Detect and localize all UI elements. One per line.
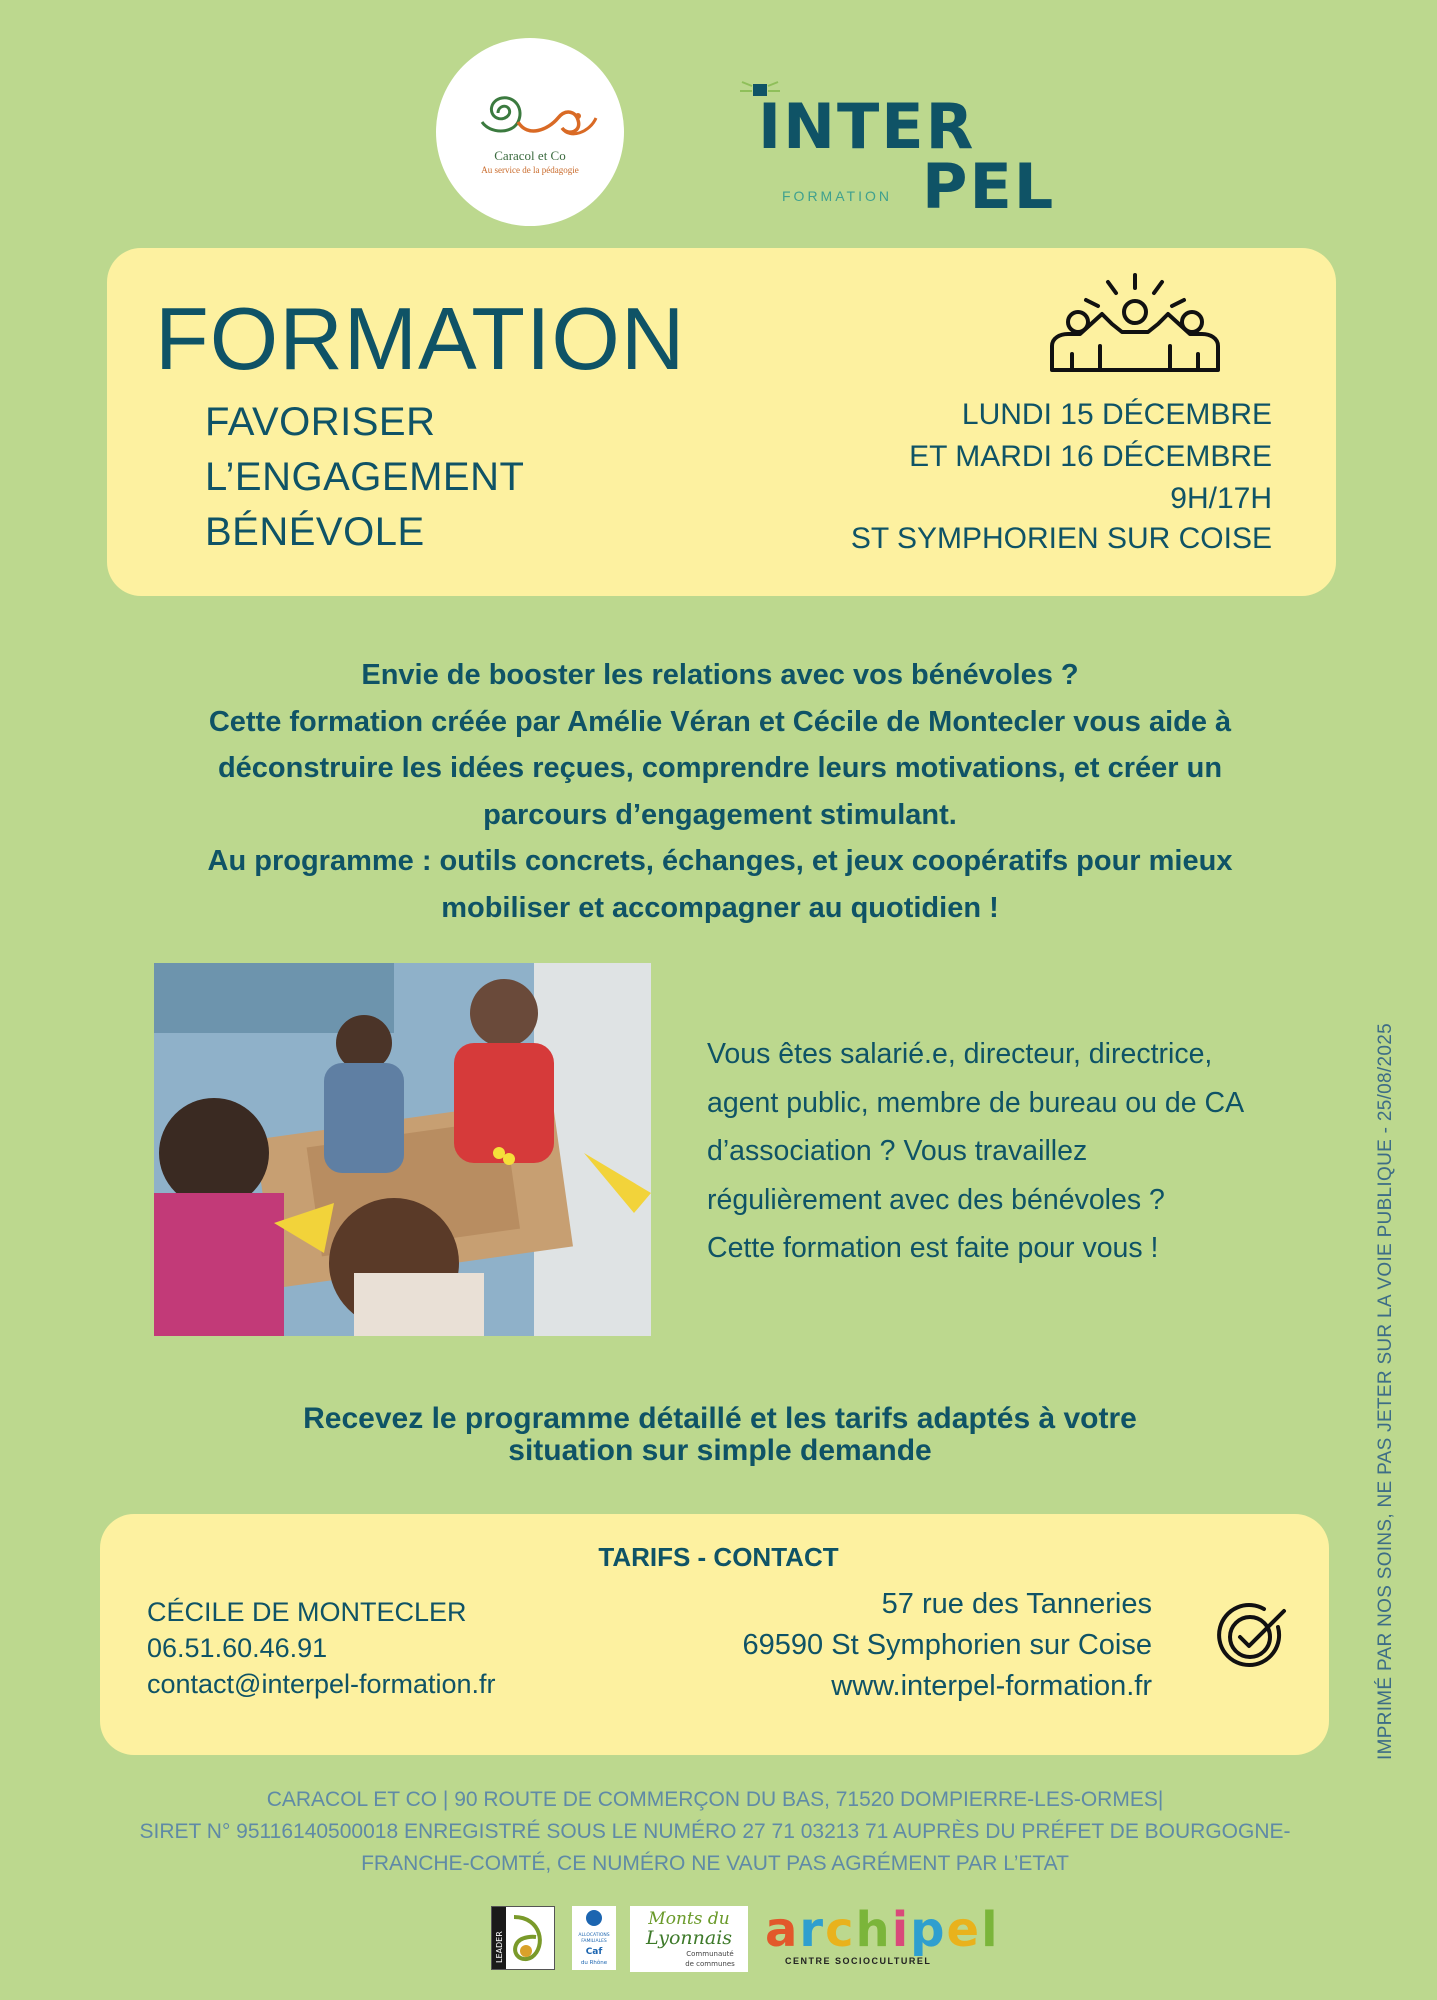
session-location: ST SYMPHORIEN SUR COISE bbox=[850, 522, 1272, 555]
audience-line: Cette formation est faite pour vous ! bbox=[707, 1232, 1159, 1264]
intro-line: mobiliser et accompagner au quotidien ! bbox=[441, 891, 999, 924]
check-badge-icon bbox=[1212, 1597, 1290, 1675]
contact-name: CÉCILE DE MONTECLER bbox=[147, 1597, 467, 1627]
monts-logo-text: de communes bbox=[685, 1960, 735, 1968]
legal-line: CARACOL ET CO | 90 ROUTE DE COMMERÇON DU BAS, 71520 DOMPIERRE-LES-ORMES| bbox=[266, 1788, 1164, 1811]
interpel-formation-label: FORMATION bbox=[782, 188, 892, 204]
svg-text:archipel: archipel bbox=[765, 1902, 1000, 1958]
cta-line: situation sur simple demande bbox=[508, 1434, 932, 1467]
contact-address-street: 57 rue des Tanneries bbox=[881, 1588, 1152, 1620]
caf-logo-text: FAMILIALES bbox=[581, 1939, 607, 1944]
team-celebration-icon bbox=[1050, 270, 1220, 378]
caracol-name: Caracol et Co bbox=[494, 148, 566, 163]
training-subtitle-line: L’ENGAGEMENT bbox=[205, 455, 525, 499]
workshop-photo bbox=[154, 963, 651, 1336]
cta-line: Recevez le programme détaillé et les tarifs adaptés à votre bbox=[303, 1402, 1137, 1435]
intro-line: Envie de booster les relations avec vos bénévoles ? bbox=[361, 659, 1079, 691]
contact-email-link[interactable]: contact@interpel-formation.fr bbox=[147, 1669, 496, 1699]
print-notice-vertical: IMPRIMÉ PAR NOS SOINS, NE PAS JETER SUR LA VOIE PUBLIQUE - 25/08/2025 bbox=[1375, 1023, 1396, 1760]
caracol-logo bbox=[436, 38, 624, 226]
archipel-logo bbox=[765, 1902, 1000, 1970]
archipel-subtitle: CENTRE SOCIOCULTUREL bbox=[785, 1956, 932, 1966]
leader-logo bbox=[491, 1906, 555, 1970]
session-hours: 9H/17H bbox=[1170, 482, 1272, 515]
training-subtitle-line: FAVORISER bbox=[205, 400, 436, 444]
audience-line: agent public, membre de bureau ou de CA bbox=[707, 1086, 1245, 1119]
monts-logo-text: Monts du bbox=[648, 1909, 730, 1929]
contact-phone[interactable]: 06.51.60.46.91 bbox=[147, 1633, 328, 1663]
caf-logo-text: ALLOCATIONS bbox=[578, 1933, 610, 1938]
monts-logo-text: Lyonnais bbox=[645, 1927, 733, 1949]
caf-logo bbox=[572, 1906, 616, 1970]
session-date-line: ET MARDI 16 DÉCEMBRE bbox=[909, 440, 1272, 473]
contact-address-city: 69590 St Symphorien sur Coise bbox=[742, 1629, 1152, 1661]
monts-du-lyonnais-logo bbox=[630, 1906, 748, 1972]
training-subtitle-line: BÉNÉVOLE bbox=[205, 510, 425, 554]
interpel-logo bbox=[740, 80, 1056, 223]
legal-line: SIRET N° 95116140500018 ENREGISTRÉ SOUS LE NUMÉRO 27 71 03213 71 AUPRÈS DU PRÉFET DE BOURGOGNE- bbox=[139, 1820, 1291, 1843]
contact-heading: TARIFS - CONTACT bbox=[598, 1542, 839, 1572]
call-to-action bbox=[180, 1403, 1260, 1467]
audience-line: régulièrement avec des bénévoles ? bbox=[707, 1183, 1165, 1216]
intro-paragraph bbox=[140, 652, 1300, 931]
audience-line: Vous êtes salarié.e, directeur, directrice, bbox=[707, 1038, 1213, 1070]
snail-spiral-icon bbox=[458, 78, 608, 148]
monts-logo-text: Communauté bbox=[686, 1950, 734, 1958]
caf-logo-text: du Rhône bbox=[580, 1960, 608, 1966]
intro-line: Au programme : outils concrets, échanges, et jeux coopératifs pour mieux bbox=[207, 845, 1233, 877]
leader-logo-text: LEADER bbox=[495, 1931, 504, 1963]
caf-logo-text: Caf bbox=[585, 1947, 603, 1957]
caracol-tagline: Au service de la pédagogie bbox=[481, 165, 579, 175]
page-title: FORMATION bbox=[155, 289, 686, 388]
legal-footer bbox=[60, 1784, 1370, 1880]
interpel-wordmark-bottom: PEL bbox=[922, 150, 1056, 223]
intro-line: Cette formation créée par Amélie Véran et Cécile de Montecler vous aide à bbox=[208, 705, 1232, 738]
audience-line: d’association ? Vous travaillez bbox=[707, 1135, 1088, 1167]
intro-line: déconstruire les idées reçues, comprendre leurs motivations, et créer un bbox=[217, 752, 1223, 784]
website-link[interactable]: www.interpel-formation.fr bbox=[831, 1670, 1152, 1702]
target-audience-text bbox=[707, 1030, 1307, 1273]
legal-line: FRANCHE-COMTÉ, CE NUMÉRO NE VAUT PAS AGRÉMENT PAR L’ETAT bbox=[361, 1852, 1069, 1875]
session-date-line: LUNDI 15 DÉCEMBRE bbox=[961, 398, 1272, 431]
interpel-wordmark-top: INTER bbox=[758, 90, 976, 163]
intro-line: parcours d’engagement stimulant. bbox=[483, 798, 957, 831]
